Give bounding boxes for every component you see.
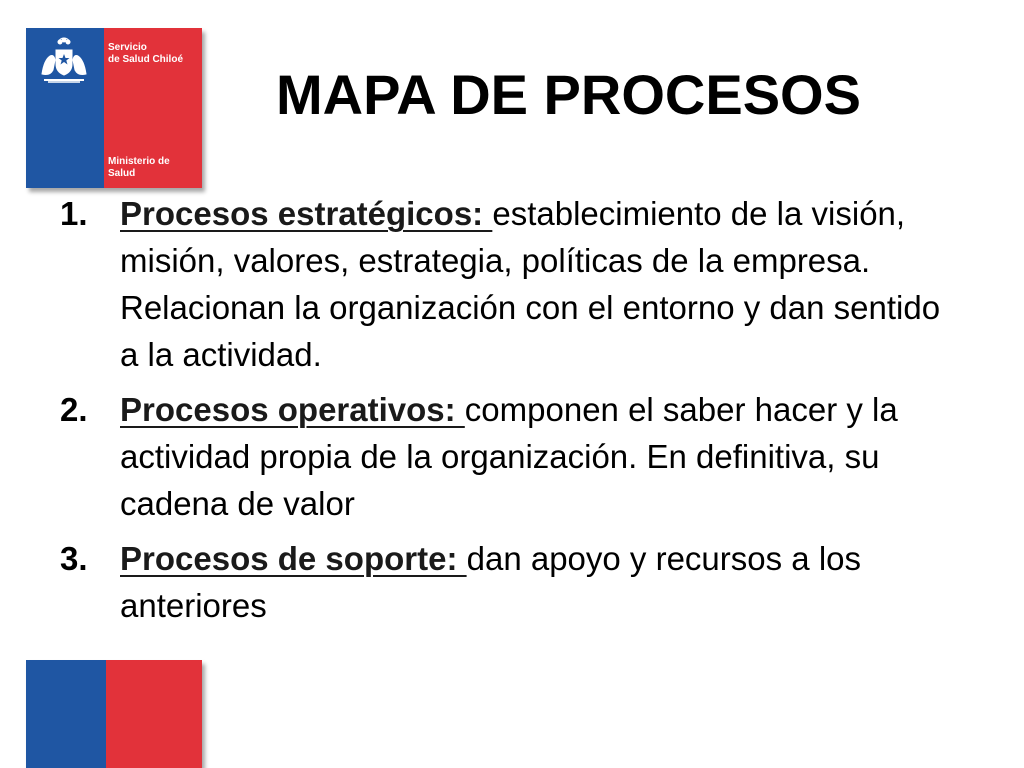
bottom-red-band xyxy=(106,660,202,768)
service-name xyxy=(108,42,200,66)
item-text: dan apoyo y recursos a los anteriores xyxy=(120,540,861,624)
item-number: 1. xyxy=(60,195,88,232)
ministry-name xyxy=(108,156,200,180)
item-term: Procesos de soporte: xyxy=(120,540,467,577)
ministry-line-2: Salud xyxy=(108,168,136,179)
service-line-2: de Salud Chiloé xyxy=(108,54,184,65)
item-number: 2. xyxy=(60,391,88,428)
item-text: establecimiento de la visión, misión, valores, estrategia, políticas de la empresa. Relacionan la organización con el entorno y dan sentido a la actividad. xyxy=(120,195,941,373)
service-line-1: Servicio xyxy=(108,42,147,53)
chile-coat-of-arms-icon xyxy=(34,36,94,86)
item-number: 3. xyxy=(60,540,88,577)
bottom-blue-band xyxy=(26,660,106,768)
slide-title: MAPA DE PROCESOS xyxy=(276,63,861,126)
servicio-salud-logo xyxy=(26,28,202,188)
list-item xyxy=(60,535,960,629)
list-item xyxy=(60,190,960,378)
bottom-flag-block xyxy=(26,660,202,768)
item-term: Procesos operativos: xyxy=(120,391,465,428)
ministry-line-1: Ministerio de xyxy=(108,156,170,167)
item-term: Procesos estratégicos: xyxy=(120,195,493,232)
list-item xyxy=(60,386,960,527)
item-text: componen el saber hacer y la actividad propia de la organización. En definitiva, su cadena de valor xyxy=(120,391,898,522)
process-list xyxy=(60,190,960,637)
